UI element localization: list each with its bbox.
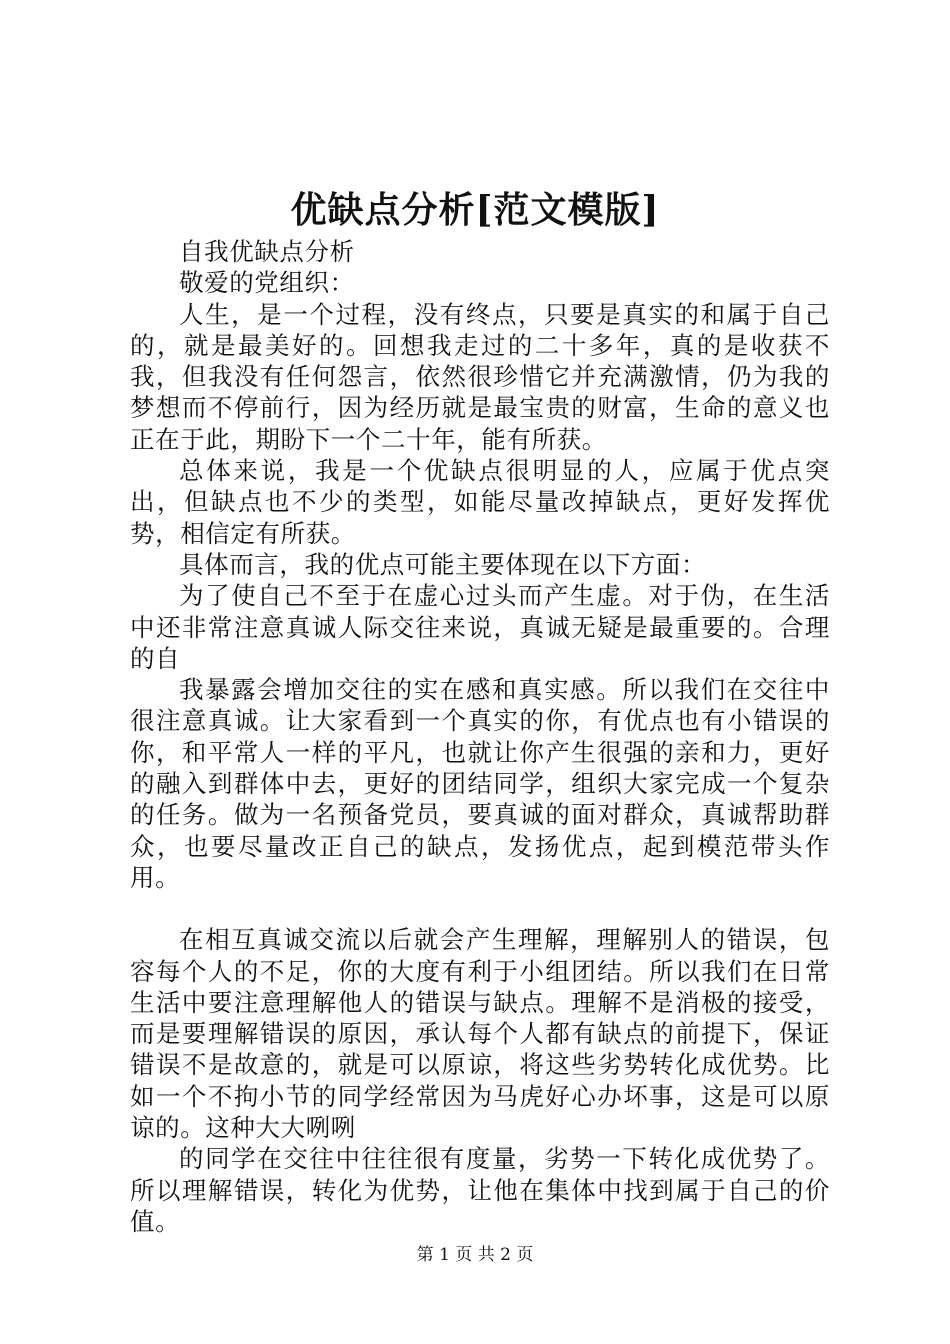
paragraph: 具体而言，我的优点可能主要体现在以下方面： xyxy=(179,549,707,579)
paragraph: 的同学在交往中往往很有度量，劣势一下转化成优势了。所以理解错误，转化为优势，让他在集体中找到属于自己的价值。 xyxy=(130,1144,830,1236)
paragraph: 总体来说，我是一个优缺点很明显的人，应属于优点突出，但缺点也不少的类型，如能尽量改掉缺点，更好发挥优势，相信定有所获。 xyxy=(130,456,830,548)
paragraph: 我暴露会增加交往的实在感和真实感。所以我们在交往中很注意真诚。让大家看到一个真实的你，有优点也有小错误的你，和平常人一样的平凡，也就让你产生很强的亲和力，更好的融入到群体中去，更好的团结同学，组织大家完成一个复杂的任务。做为一名预备党员，要真诚的面对群众，真诚帮助群众，也要尽量改正自己的缺点，发扬优点，起到模范带头作用。 xyxy=(130,675,830,892)
paragraph: 在相互真诚交流以后就会产生理解，理解别人的错误，包容每个人的不足，你的大度有利于小组团结。所以我们在日常生活中要注意理解他人的错误与缺点。理解不是消极的接受，而是要理解错误的原因，承认每个人都有缺点的前提下，保证错误不是故意的，就是可以原谅，将这些劣势转化成优势。比如一个不拘小节的同学经常因为马虎好心办坏事，这是可以原谅的。这种大大咧咧 xyxy=(130,925,830,1143)
document-title: 优缺点分析[范文模版] xyxy=(290,189,660,231)
paragraph: 人生，是一个过程，没有终点，只要是真实的和属于自己的，就是最美好的。回想我走过的二十多年，真的是收获不我，但我没有任何怨言，依然很珍惜它并充满激情，仍为我的梦想而不停前行，因为经历就是最宝贵的财富，生命的意义也正在于此，期盼下一个二十年，能有所获。 xyxy=(130,299,830,454)
page-number-footer: 第 1 页 共 2 页 xyxy=(416,1245,534,1265)
document-body xyxy=(130,236,830,1237)
paragraph: 自我优缺点分析 xyxy=(179,237,355,266)
paragraph: 为了使自己不至于在虚心过头而产生虚。对于伪，在生活中还非常注意真诚人际交往来说，真诚无疑是最重要的。合理的自 xyxy=(130,581,830,673)
paragraph: 敬爱的党组织： xyxy=(179,268,355,298)
